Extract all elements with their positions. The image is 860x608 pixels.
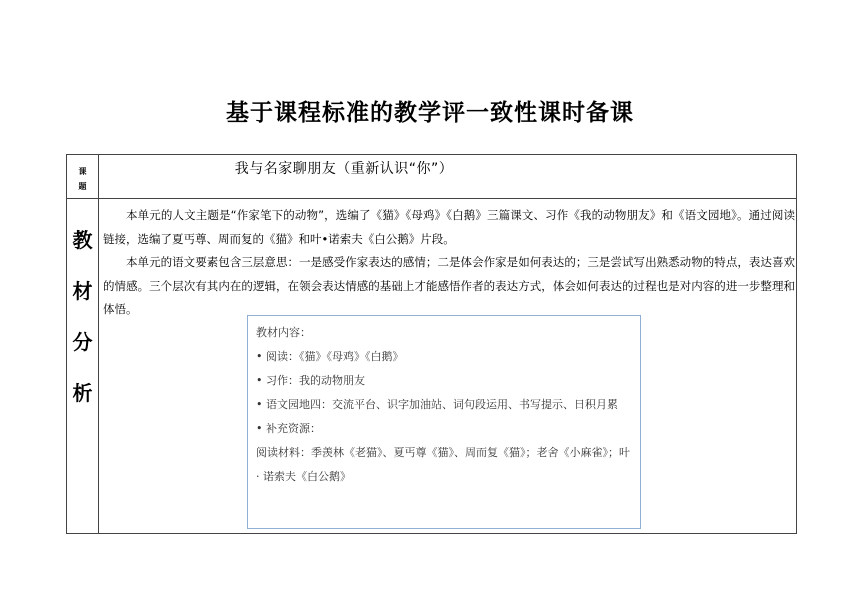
- topic-label-char-2: 题: [78, 182, 87, 191]
- topic-label: [67, 164, 98, 194]
- analysis-label-char-1: 教: [72, 228, 93, 252]
- materials-extra: • 补充资源：: [256, 422, 321, 435]
- materials-box: [247, 315, 641, 529]
- materials-reading-list: 阅读材料：季羡林《老猫》、夏丐尊《猫》、周而复《猫》；老舍《小麻雀》；叶· 诺索夫《白公鹅》: [256, 446, 630, 483]
- materials-garden: • 语文园地四：交流平台、识字加油站、词句段运用、书写提示、日积月累: [256, 398, 618, 411]
- analysis-label-char-4: 析: [72, 381, 93, 405]
- unit-theme-paragraph: 本单元的人文主题是“作家笔下的动物”，选编了《猫》《母鸡》《白鹅》三篇课文、习作《我的动物朋友》和《语文园地》。通过阅读链接，选编了夏丐尊、周而复的《猫》和叶•诺索夫《白公鹅》片段。: [103, 208, 795, 246]
- materials-writing: • 习作：我的动物朋友: [256, 374, 365, 387]
- analysis-label-char-3: 分: [72, 330, 93, 354]
- materials-reading: • 阅读：《猫》《母鸡》《白鹅》: [256, 350, 404, 363]
- column-divider: [98, 155, 99, 533]
- analysis-label-char-2: 材: [72, 279, 93, 303]
- lesson-topic: 我与名家聊朋友（重新认识“你”）: [234, 161, 454, 177]
- row-divider: [67, 198, 796, 199]
- materials-heading: 教材内容：: [256, 326, 311, 339]
- page-title: 基于课程标准的教学评一致性课时备课: [226, 100, 634, 126]
- language-elements-paragraph: 本单元的语文要素包含三层意思：一是感受作家表达的感情；二是体会作家是如何表达的；三是尝试写出熟悉动物的特点，表达喜欢的情感。三个层次有其内在的逻辑，在领会表达情感的基础上才能感悟作者的表达方式，体会如何表达的过程也是对内容的进一步整理和体悟。: [103, 255, 795, 316]
- lesson-table: [66, 154, 797, 534]
- analysis-label: [67, 215, 98, 419]
- topic-label-char-1: 课: [78, 167, 87, 176]
